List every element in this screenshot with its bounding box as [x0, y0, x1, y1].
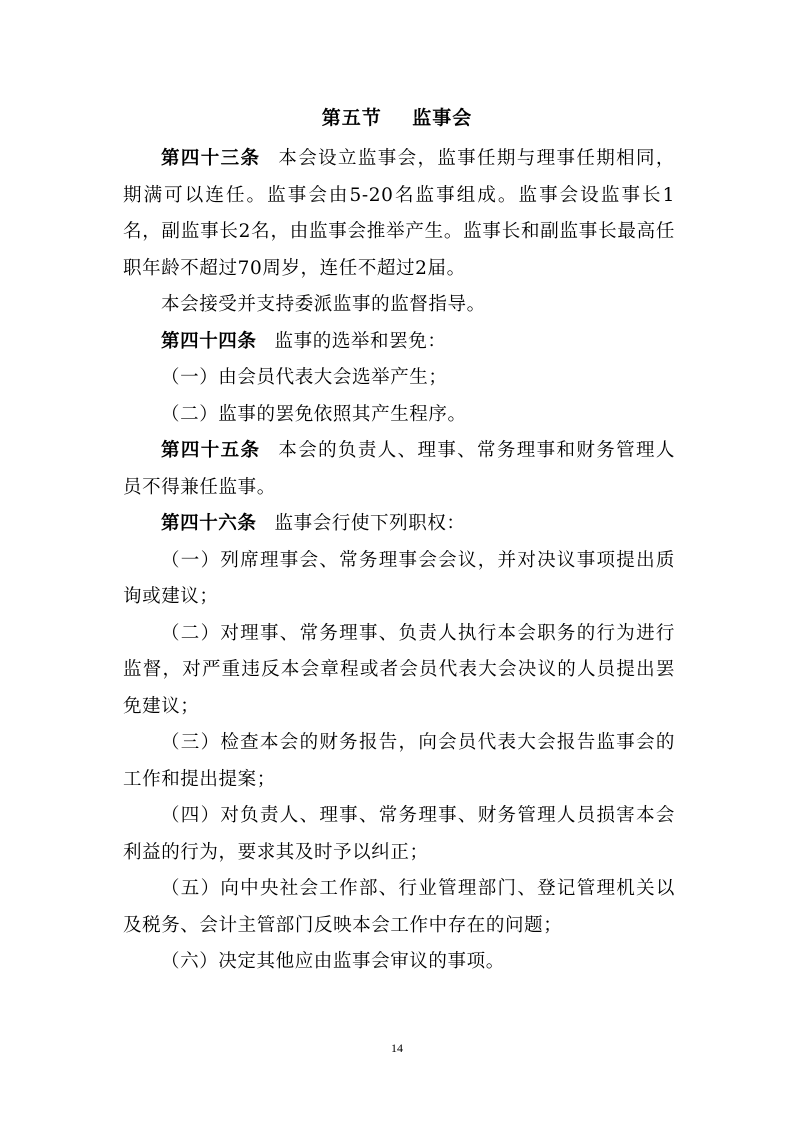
paragraph	[123, 141, 675, 287]
paragraph-text: 本会接受并支持委派监事的监督指导。	[161, 294, 486, 315]
paragraph-text: （三）检查本会的财务报告，向会员代表大会报告监事会的工作和提出提案；	[123, 732, 675, 790]
article-number: 第四十五条	[161, 440, 261, 461]
paragraph	[123, 506, 675, 543]
list-item	[123, 616, 675, 726]
section-body	[123, 141, 675, 981]
paragraph-text: 本会设立监事会，监事任期与理事任期相同，期满可以连任。监事会由5-20名监事组成。监事会设监事长1名，副监事长2名，由监事会推举产生。监事长和副监事长最高任职年龄不超过70周岁，连任不超过2届。	[123, 148, 675, 279]
page-number: 14	[391, 1041, 403, 1055]
list-item	[123, 798, 675, 871]
list-item	[123, 543, 675, 616]
paragraph	[123, 433, 675, 506]
paragraph	[123, 287, 675, 324]
article-number: 第四十六条	[161, 513, 257, 534]
list-item	[123, 725, 675, 798]
list-item	[123, 397, 675, 434]
paragraph-text: 监事的选举和罢免：	[274, 330, 447, 352]
paragraph-text: 监事会行使下列职权：	[274, 513, 466, 534]
paragraph-text: （五）向中央社会工作部、行业管理部门、登记管理机关以及税务、会计主管部门反映本会工作中存在的问题；	[123, 878, 675, 936]
paragraph-text: （一）列席理事会、常务理事会会议，并对决议事项提出质询或建议；	[123, 549, 675, 607]
paragraph-text: （二）监事的罢免依照其产生程序。	[161, 403, 467, 425]
list-item	[123, 944, 675, 981]
paragraph-text: （一）由会员代表大会选举产生；	[161, 367, 448, 388]
section-title: 第五节 监事会	[321, 107, 473, 129]
article-number: 第四十四条	[161, 330, 257, 352]
paragraph-text: 本会的负责人、理事、常务理事和财务管理人员不得兼任监事。	[123, 440, 675, 498]
paragraph-text: （四）对负责人、理事、常务理事、财务管理人员损害本会利益的行为，要求其及时予以纠正；	[123, 805, 675, 863]
paragraph-text: （六）决定其他应由监事会审议的事项。	[161, 951, 505, 972]
list-item	[123, 360, 675, 397]
paragraph-text: （二）对理事、常务理事、负责人执行本会职务的行为进行监督，对严重违反本会章程或者会员代表大会决议的人员提出罢免建议；	[123, 622, 675, 717]
article-number: 第四十三条	[161, 148, 261, 169]
paragraph	[123, 324, 675, 361]
list-item	[123, 871, 675, 944]
